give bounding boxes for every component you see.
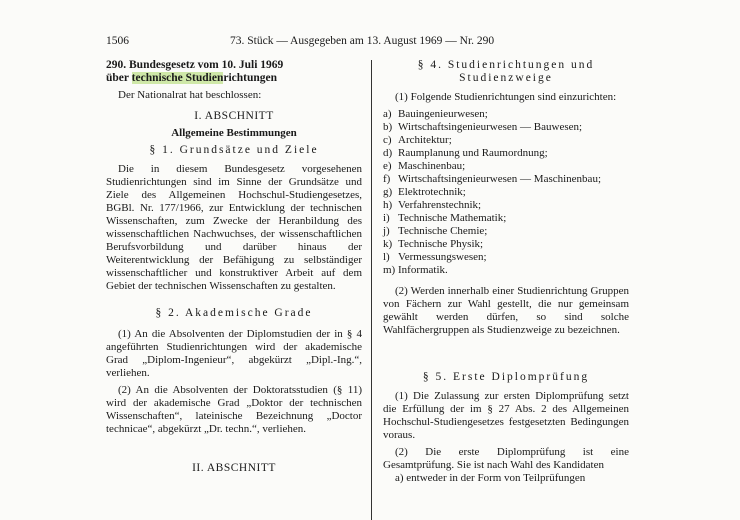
law-title-main: Bundesgesetz vom 10. Juli 1969 xyxy=(129,59,284,71)
list-label: i) xyxy=(383,212,390,224)
list-item xyxy=(383,147,629,160)
study-programs-list xyxy=(383,108,629,277)
list-label: c) xyxy=(383,134,392,146)
list-text: Raumplanung und Raumordnung; xyxy=(398,147,548,159)
list-item xyxy=(383,212,629,225)
section-2-paragraph-2: (2) An die Absolventen der Doktoratsstudien (§ 11) wird der akademische Grad „Doktor der technischen Wissenschaften“, lateinische Bezeichnung „Doctor technicae“, abgekürzt „Dr. techn.“, verliehen. xyxy=(106,384,362,435)
list-label: f) xyxy=(383,173,391,185)
section-2-paragraph-1: (1) An die Absolventen der Diplomstudien der in § 4 angeführten Studienrichtungen wird der akademische Grad „Diplom-Ingenieur“, abgekürzt „Dipl.-Ing.“, verliehen. xyxy=(106,328,362,379)
list-item xyxy=(383,121,629,134)
law-title-line-2 xyxy=(106,72,362,85)
list-text: Maschinenbau; xyxy=(398,160,466,172)
section-2-heading: § 2. Akademische Grade xyxy=(155,307,313,319)
list-item xyxy=(383,186,629,199)
list-text: Technische Mathematik; xyxy=(398,212,507,224)
list-item xyxy=(383,225,629,238)
list-text: Elektrotechnik; xyxy=(398,186,466,198)
list-item xyxy=(383,173,629,186)
section-4-heading-line-2: Studienzweige xyxy=(459,72,553,84)
section-4-heading-line-1: § 4. Studienrichtungen und xyxy=(417,59,595,71)
list-item xyxy=(383,199,629,212)
left-column xyxy=(106,59,362,475)
list-item xyxy=(383,251,629,264)
part-1-subheading: Allgemeine Bestimmungen xyxy=(171,127,297,139)
list-item xyxy=(383,134,629,147)
running-head: 73. Stück — Ausgegeben am 13. August 1969 — Nr. 290 xyxy=(230,35,495,47)
section-5-paragraph-2: (2) Die erste Diplomprüfung ist eine Gesamtprüfung. Sie ist nach Wahl des Kandidaten xyxy=(383,446,629,471)
list-text: Wirtschaftsingenieurwesen — Maschinenbau; xyxy=(398,173,601,185)
law-title-line-1 xyxy=(106,59,362,72)
highlighted-text: technische Studien xyxy=(131,72,224,84)
list-label: g) xyxy=(383,186,393,198)
law-number: 290. xyxy=(106,59,127,71)
list-text: Bauingenieurwesen; xyxy=(398,108,488,120)
list-text: Informatik. xyxy=(398,264,448,276)
right-column xyxy=(383,59,629,485)
law-title-prefix: über xyxy=(106,72,132,84)
list-text: Vermessungswesen; xyxy=(398,251,487,263)
list-text: Wirtschaftsingenieurwesen — Bauwesen; xyxy=(398,121,583,133)
section-1-heading: § 1. Grundsätze und Ziele xyxy=(149,144,319,156)
column-divider xyxy=(371,60,372,520)
list-item xyxy=(383,108,629,121)
preamble: Der Nationalrat hat beschlossen: xyxy=(118,89,262,101)
section-5-item-a: a) entweder in der Form von Teilprüfungen xyxy=(395,472,586,484)
list-label: h) xyxy=(383,199,393,211)
section-4-paragraph-1: (1) Folgende Studienrichtungen sind einzurichten: xyxy=(395,91,617,103)
part-1-heading: I. ABSCHNITT xyxy=(194,110,274,122)
list-label: d) xyxy=(383,147,393,159)
list-text: Technische Chemie; xyxy=(398,225,488,237)
list-text: Technische Physik; xyxy=(398,238,484,250)
list-label: e) xyxy=(383,160,392,172)
list-label: k) xyxy=(383,238,393,250)
list-item xyxy=(383,238,629,251)
list-label: j) xyxy=(383,225,390,237)
list-item xyxy=(383,160,629,173)
list-label: b) xyxy=(383,121,393,133)
page-header xyxy=(0,33,740,49)
list-label: l) xyxy=(383,251,390,263)
section-4-paragraph-2: (2) Werden innerhalb einer Studienrichtung Gruppen von Fächern zur Wahl gestellt, die nur gemeinsam gewählt werden dürfen, so sind solche Wahlfächergruppen als Studienzweige zu bezeichnen. xyxy=(383,285,629,336)
list-item xyxy=(383,264,629,277)
section-5-paragraph-1: (1) Die Zulassung zur ersten Diplomprüfung setzt die Erfüllung der im § 27 Abs. 2 des Allgemeinen Hochschul-Studiengesetzes festgesetzten Bedingungen voraus. xyxy=(383,390,629,441)
section-5-heading: § 5. Erste Diplomprüfung xyxy=(422,371,590,383)
law-title-suffix: richtungen xyxy=(223,72,278,84)
list-text: Verfahrenstechnik; xyxy=(398,199,482,211)
list-label: m) xyxy=(383,264,396,276)
section-1-text: Die in diesem Bundesgesetz vorgesehenen Studienrichtungen sind im Sinne der Grundsätze und Ziele des Allgemeinen Hochschul-Studiengesetzes, BGBl. Nr. 177/1966, zur Entwicklung der technischen Wissenschaften, zum Zwecke der Heranbildung des wissenschaftlichen Nachwuchses, der wissenschaftlichen Berufsvorbildung und darüber hinaus der Weiterentwicklung der Befähigung zu selbständiger wissenschaftlicher und konstruktiver Arbeit auf dem Gebiet der technischen Wissenschaften zu gestalten. xyxy=(106,163,362,292)
part-2-heading: II. ABSCHNITT xyxy=(192,462,276,474)
page-number: 1506 xyxy=(106,35,129,47)
list-label: a) xyxy=(383,108,392,120)
list-text: Architektur; xyxy=(398,134,452,146)
